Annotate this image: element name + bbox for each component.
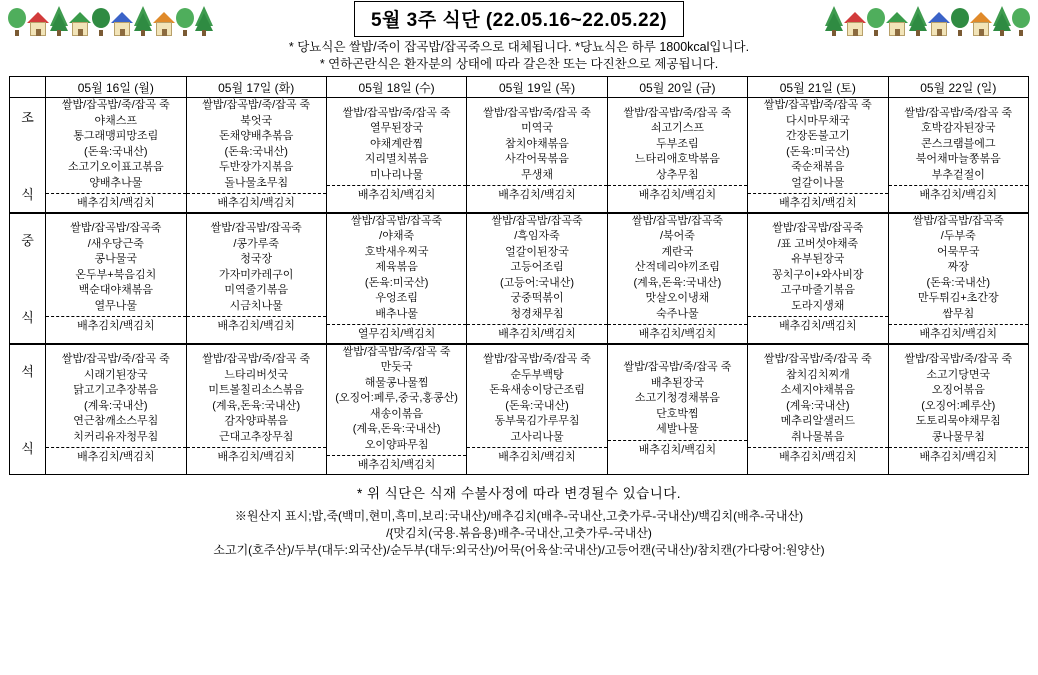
column-header-wed: 05월 18일 (수) <box>326 77 466 98</box>
dish-name: 어묵무국 <box>937 245 980 258</box>
dish-name: 쌀밥/잡곡밥/잡곡죽 <box>912 214 1004 227</box>
dish-name: 부추겉절이 <box>931 168 985 181</box>
dish-name: 메추리알샐러드 <box>780 415 856 428</box>
table-body <box>10 98 1029 475</box>
dish-origin-note: (계육:국내산) <box>786 399 850 412</box>
dish-name: 쌀밥/잡곡밥/죽/잡곡 죽 <box>904 106 1013 119</box>
dish-name: 참치야채볶음 <box>505 137 569 150</box>
dish-name: 쌀밥/잡곡밥/죽/잡곡 죽 <box>904 353 1013 366</box>
dish-name: 쌀밥/잡곡밥/잡곡죽 <box>631 214 723 227</box>
house-icon <box>27 12 49 36</box>
dish-name: 만둣국 <box>380 361 413 373</box>
dish-origin-note: (돈육:국내산) <box>224 145 288 158</box>
dish-name: 양배추나물 <box>89 176 143 189</box>
kimchi-item: 배추김치/백김치 <box>608 185 747 204</box>
menu-cell <box>748 344 888 475</box>
dish-name: 호박감자된장국 <box>921 122 996 135</box>
dish-name: 지리멸치볶음 <box>364 153 429 166</box>
dish-name: 쌀밥/잡곡밥/잡곡죽 <box>491 214 583 227</box>
dish-name: 시래기된장국 <box>83 368 148 381</box>
tree-icon <box>176 6 194 36</box>
meal-label <box>10 344 46 475</box>
dish-name: 쌀밥/잡곡밥/죽/잡곡 죽 <box>202 99 311 111</box>
kimchi-item: 배추김치/백김치 <box>327 455 466 474</box>
meal-label-bottom: 식 <box>21 441 34 456</box>
dish-origin-note: (돈육:미국산) <box>364 276 429 289</box>
tree-icon <box>951 6 969 36</box>
tree-icon <box>92 6 110 36</box>
dish-name: 쌀밥/잡곡밥/잡곡죽 <box>351 214 443 227</box>
table-header <box>10 77 1029 98</box>
house-icon <box>844 12 866 36</box>
dish-origin-note: (계육,돈육:국내산) <box>212 399 301 412</box>
dish-name: 쌈무침 <box>942 307 975 320</box>
dish-name: 쌀밥/잡곡밥/죽/잡곡 죽 <box>61 353 170 366</box>
origin-line: ※원산지 표시;밥,죽(백미,현미,흑미,보리:국내산)/배추김치(배추-국내산,고춧가루-국내산)/백김치(배추-국내산) <box>234 508 804 523</box>
table-header-row <box>10 77 1029 98</box>
meal-label <box>10 213 46 344</box>
dish-name: 만두튀김+초간장 <box>917 292 999 304</box>
menu-cell <box>748 98 888 213</box>
dish-name: /표 고버섯야채죽 <box>777 237 859 250</box>
menu-cell <box>326 344 466 475</box>
kimchi-item: 배추김치/백김치 <box>467 185 606 204</box>
meal-label-top: 중 <box>21 233 34 248</box>
dish-name: 죽순채볶음 <box>791 161 845 173</box>
dish-name: 숙주나물 <box>656 307 699 320</box>
dish-name: 호박새우찌국 <box>364 245 429 258</box>
dish-name: 돈육새송이당근조림 <box>489 384 585 397</box>
dish-name: 콩나물국 <box>94 253 138 266</box>
dish-name: 미역국 <box>521 122 553 135</box>
table-row <box>10 213 1029 344</box>
dish-name: 돈채양배추볶음 <box>219 130 294 142</box>
tree-icon <box>1012 6 1030 36</box>
dish-name: 미역줄기볶음 <box>224 284 289 297</box>
dish-name: 콩나물무침 <box>931 430 985 443</box>
dish-name: 닭고기고추장볶음 <box>73 384 159 397</box>
dish-name: 가자미카레구이 <box>219 268 294 281</box>
tree-icon <box>825 6 843 36</box>
dish-name: 미트볼칠리소스볶음 <box>208 384 305 397</box>
meal-label <box>10 98 46 213</box>
dish-origin-note: (계육,돈육:국내산) <box>352 423 441 435</box>
menu-cell <box>46 344 186 475</box>
dish-name: 쌀밥/잡곡밥/죽/잡곡 죽 <box>483 353 591 366</box>
kimchi-item: 배추김치/백김치 <box>46 316 185 335</box>
menu-cell <box>326 98 466 213</box>
menu-cell <box>326 213 466 344</box>
dish-name: 쌀밥/잡곡밥/잡곡죽 <box>772 222 864 235</box>
kimchi-item: 배추김치/백김치 <box>608 324 747 343</box>
note-line: * 연하곤란식은 환자분의 상태에 따라 갈은찬 또는 다진찬으로 제공됩니다. <box>319 57 719 71</box>
dish-name: 쌀밥/잡곡밥/죽/잡곡 죽 <box>202 353 311 366</box>
kimchi-item: 배추김치/백김치 <box>748 447 887 466</box>
menu-cell <box>46 213 186 344</box>
dish-origin-note: (돈육:국내산) <box>84 145 148 158</box>
dish-name: 취나물볶음 <box>791 430 845 443</box>
dish-name: 유부된장국 <box>791 253 845 266</box>
menu-cell <box>888 98 1028 213</box>
meal-label-top: 석 <box>21 364 34 379</box>
meal-label-bottom: 식 <box>21 186 34 202</box>
dish-name: 새송이볶음 <box>370 407 424 420</box>
origin-line: /{맛김치(국용.볶음용)배추-국내산,고춧가루-국내산) <box>386 525 652 540</box>
kimchi-item: 배추김치/백김치 <box>187 447 326 466</box>
table-row <box>10 344 1029 475</box>
house-icon <box>111 12 133 36</box>
tree-icon <box>195 6 213 36</box>
menu-cell <box>186 344 326 475</box>
house-icon <box>69 12 91 36</box>
dish-name: 얼갈이된장국 <box>505 245 569 258</box>
dish-origin-note: (돈육:미국산) <box>786 145 850 158</box>
dish-name: 궁중떡볶이 <box>510 292 564 304</box>
dish-name: 콘스크램블에그 <box>921 137 996 150</box>
note-line: * 당뇨식은 쌀밥/죽이 잡곡밥/잡곡죽으로 대체됩니다. *당뇨식은 하루 1800kcal입니다. <box>288 40 750 54</box>
dish-name: 배추된장국 <box>650 376 704 389</box>
menu-cell <box>186 213 326 344</box>
dish-origin-note: (오징어:페루,중국,홍콩산) <box>335 392 458 404</box>
dish-name: 두부조림 <box>656 137 699 150</box>
dish-name: 고구마줄기볶음 <box>780 284 856 297</box>
dish-name: 쌀밥/잡곡밥/죽/잡곡 죽 <box>763 99 872 111</box>
dish-name: 짜장 <box>947 261 969 273</box>
menu-cell <box>467 213 607 344</box>
dish-name: 소세지야채볶음 <box>780 384 856 397</box>
dish-origin-note: (고등어:국내산) <box>499 276 575 289</box>
dish-name: 다시마무채국 <box>785 114 850 127</box>
column-header-fri: 05월 20일 (금) <box>607 77 747 98</box>
dish-name: 순두부백탕 <box>510 368 564 381</box>
dish-name: 북어채마늘쫑볶음 <box>915 153 1001 166</box>
dish-name: 도라지생채 <box>791 299 845 312</box>
dish-name: 쌀밥/잡곡밥/죽/잡곡 죽 <box>623 106 732 119</box>
menu-cell <box>607 213 747 344</box>
dish-name: 오징어볶음 <box>931 384 985 397</box>
corner-cell <box>10 77 46 98</box>
menu-table <box>9 76 1029 475</box>
dish-origin-note: (돈육:국내산) <box>926 276 991 289</box>
house-icon <box>153 12 175 36</box>
menu-cell <box>748 213 888 344</box>
dish-name: 쌀밥/잡곡밥/죽/잡곡 죽 <box>483 106 591 119</box>
dish-name: 두반장가지볶음 <box>219 161 294 173</box>
kimchi-item: 배추김치/백김치 <box>889 324 1028 343</box>
footer-notice: * 위 식단은 식재 수불사정에 따라 변경될수 있습니다. <box>356 485 682 501</box>
dish-name: 통그래맹피망조림 <box>73 130 159 142</box>
dish-name: 소고기청경채볶음 <box>634 392 720 404</box>
dish-name: 꽁치구이+와사비장 <box>772 268 864 281</box>
dish-name: /새우당근죽 <box>87 237 144 250</box>
dish-name: 연근참깨소스무침 <box>73 415 159 428</box>
page-title: 5월 3주 식단 (22.05.16~22.05.22) <box>354 1 684 37</box>
dish-name: 온두부+북음김치 <box>75 268 157 281</box>
dish-name: 시금치나물 <box>229 299 283 312</box>
dish-name: 해물콩나물찜 <box>364 376 429 389</box>
tree-icon <box>8 6 26 36</box>
table-row <box>10 98 1029 213</box>
dish-name: 소고기당면국 <box>926 368 991 381</box>
dish-name: 미나리나물 <box>370 168 424 181</box>
decoration-left <box>8 0 213 36</box>
page-header <box>0 0 1038 38</box>
dish-name: 고등어조림 <box>510 261 564 273</box>
dish-origin-note: (계육:국내산) <box>84 399 148 412</box>
dish-name: 쌀밥/잡곡밥/죽/잡곡 죽 <box>342 345 451 358</box>
dish-name: 백순대야채볶음 <box>78 284 153 297</box>
dish-name: 간장돈불고기 <box>785 130 850 142</box>
kimchi-item: 배추김치/백김치 <box>889 185 1028 204</box>
column-header-sun: 05월 22일 (일) <box>888 77 1028 98</box>
dish-name: 돌나물초무침 <box>224 176 289 189</box>
dish-origin-note: (계육,돈육:국내산) <box>633 276 722 289</box>
dish-origin-note: (오징어:페루산) <box>921 399 996 412</box>
header-notes <box>0 38 1038 76</box>
tree-icon <box>134 6 152 36</box>
menu-cell <box>607 344 747 475</box>
dish-name: 감자양파볶음 <box>224 415 289 428</box>
dish-name: 오이양파무침 <box>364 438 429 451</box>
column-header-tue: 05월 17일 (화) <box>186 77 326 98</box>
dish-name: 동부묵김가루무침 <box>494 415 580 428</box>
dish-name: 고사리나물 <box>510 430 564 443</box>
house-icon <box>970 12 992 36</box>
dish-name: 우엉조림 <box>375 292 418 304</box>
dish-name: 세발나물 <box>656 423 699 435</box>
tree-icon <box>993 6 1011 36</box>
column-header-mon: 05월 16일 (월) <box>46 77 186 98</box>
kimchi-item: 배추김치/백김치 <box>748 316 887 335</box>
dish-name: 무생채 <box>521 168 553 181</box>
menu-cell <box>186 98 326 213</box>
kimchi-item: 배추김치/백김치 <box>889 447 1028 466</box>
dish-name: 청경채무침 <box>510 307 564 320</box>
decoration-right <box>825 0 1030 36</box>
dish-name: /야채죽 <box>379 230 415 242</box>
dish-name: 열무나물 <box>94 299 138 312</box>
dish-name: 청국장 <box>240 253 273 266</box>
kimchi-item: 배추김치/백김치 <box>46 447 185 466</box>
dish-name: 쌀밥/잡곡밥/죽/잡곡 죽 <box>763 353 872 366</box>
dish-name: 쌀밥/잡곡밥/죽/잡곡 죽 <box>342 106 451 119</box>
dish-name: 산적데리야끼조림 <box>634 261 720 273</box>
dish-name: 근대고추장무침 <box>219 430 294 443</box>
kimchi-item: 배추김치/백김치 <box>467 447 606 466</box>
page-footer <box>0 475 1038 559</box>
kimchi-item: 열무김치/백김치 <box>327 324 466 343</box>
dish-name: /두부죽 <box>940 230 976 242</box>
dish-name: /북어죽 <box>659 230 695 242</box>
dish-name: 맛살오이냉채 <box>645 292 710 304</box>
menu-cell <box>888 344 1028 475</box>
tree-icon <box>50 6 68 36</box>
dish-name: /콩가루죽 <box>233 237 279 250</box>
tree-icon <box>867 6 885 36</box>
kimchi-item: 배추김치/백김치 <box>46 193 185 212</box>
kimchi-item: 배추김치/백김치 <box>467 324 606 343</box>
kimchi-item: 배추김치/백김치 <box>327 185 466 204</box>
dish-name: 느타리버섯국 <box>224 368 289 381</box>
house-icon <box>886 12 908 36</box>
dish-name: 사각어묵볶음 <box>505 153 569 166</box>
column-header-thu: 05월 19일 (목) <box>467 77 607 98</box>
kimchi-item: 배추김치/백김치 <box>187 316 326 335</box>
dish-origin-note: (돈육:국내산) <box>505 399 569 412</box>
dish-name: 소고기오이표고볶음 <box>67 161 164 173</box>
dish-name: 야채스프 <box>94 114 138 127</box>
house-icon <box>928 12 950 36</box>
dish-name: 제육볶음 <box>375 261 418 273</box>
dish-name: 쌀밥/잡곡밥/죽/잡곡 죽 <box>623 361 732 373</box>
kimchi-item: 배추김치/백김치 <box>748 193 887 212</box>
meal-label-bottom: 식 <box>21 310 34 325</box>
menu-cell <box>46 98 186 213</box>
menu-cell <box>467 98 607 213</box>
dish-name: 열무된장국 <box>370 122 424 135</box>
dish-name: 배추나물 <box>375 307 418 320</box>
dish-name: 참치김치찌개 <box>785 368 850 381</box>
menu-cell <box>888 213 1028 344</box>
column-header-sat: 05월 21일 (토) <box>748 77 888 98</box>
dish-name: /흑임자죽 <box>514 230 560 242</box>
kimchi-item: 배추김치/백김치 <box>187 193 326 212</box>
dish-name: 상추무침 <box>656 168 699 181</box>
dish-name: 치커리유자청무침 <box>73 430 159 443</box>
dish-name: 쌀밥/잡곡밥/잡곡죽 <box>210 222 302 235</box>
dish-name: 느타리애호박볶음 <box>634 153 720 166</box>
dish-name: 북엇국 <box>240 114 273 127</box>
dish-name: 얼갈이나물 <box>791 176 845 189</box>
meal-label-top: 조 <box>21 109 34 125</box>
origin-line: 소고기(호주산)/두부(대두:외국산)/순두부(대두:외국산)/어묵(어육살:국내산)/고등어캔(국내산)/참치캔(가다랑어:원양산) <box>213 542 825 557</box>
menu-cell <box>467 344 607 475</box>
dish-name: 계란국 <box>661 245 694 258</box>
kimchi-item: 배추김치/백김치 <box>608 440 747 459</box>
dish-name: 쇠고기스프 <box>650 122 704 135</box>
dish-name: 야채계란찜 <box>370 137 424 150</box>
dish-name: 도토리묵야채무침 <box>915 415 1001 428</box>
dish-name: 단호박찜 <box>656 407 699 420</box>
menu-cell <box>607 98 747 213</box>
tree-icon <box>909 6 927 36</box>
dish-name: 쌀밥/잡곡밥/죽/잡곡 죽 <box>61 99 170 111</box>
dish-name: 쌀밥/잡곡밥/잡곡죽 <box>70 222 162 235</box>
